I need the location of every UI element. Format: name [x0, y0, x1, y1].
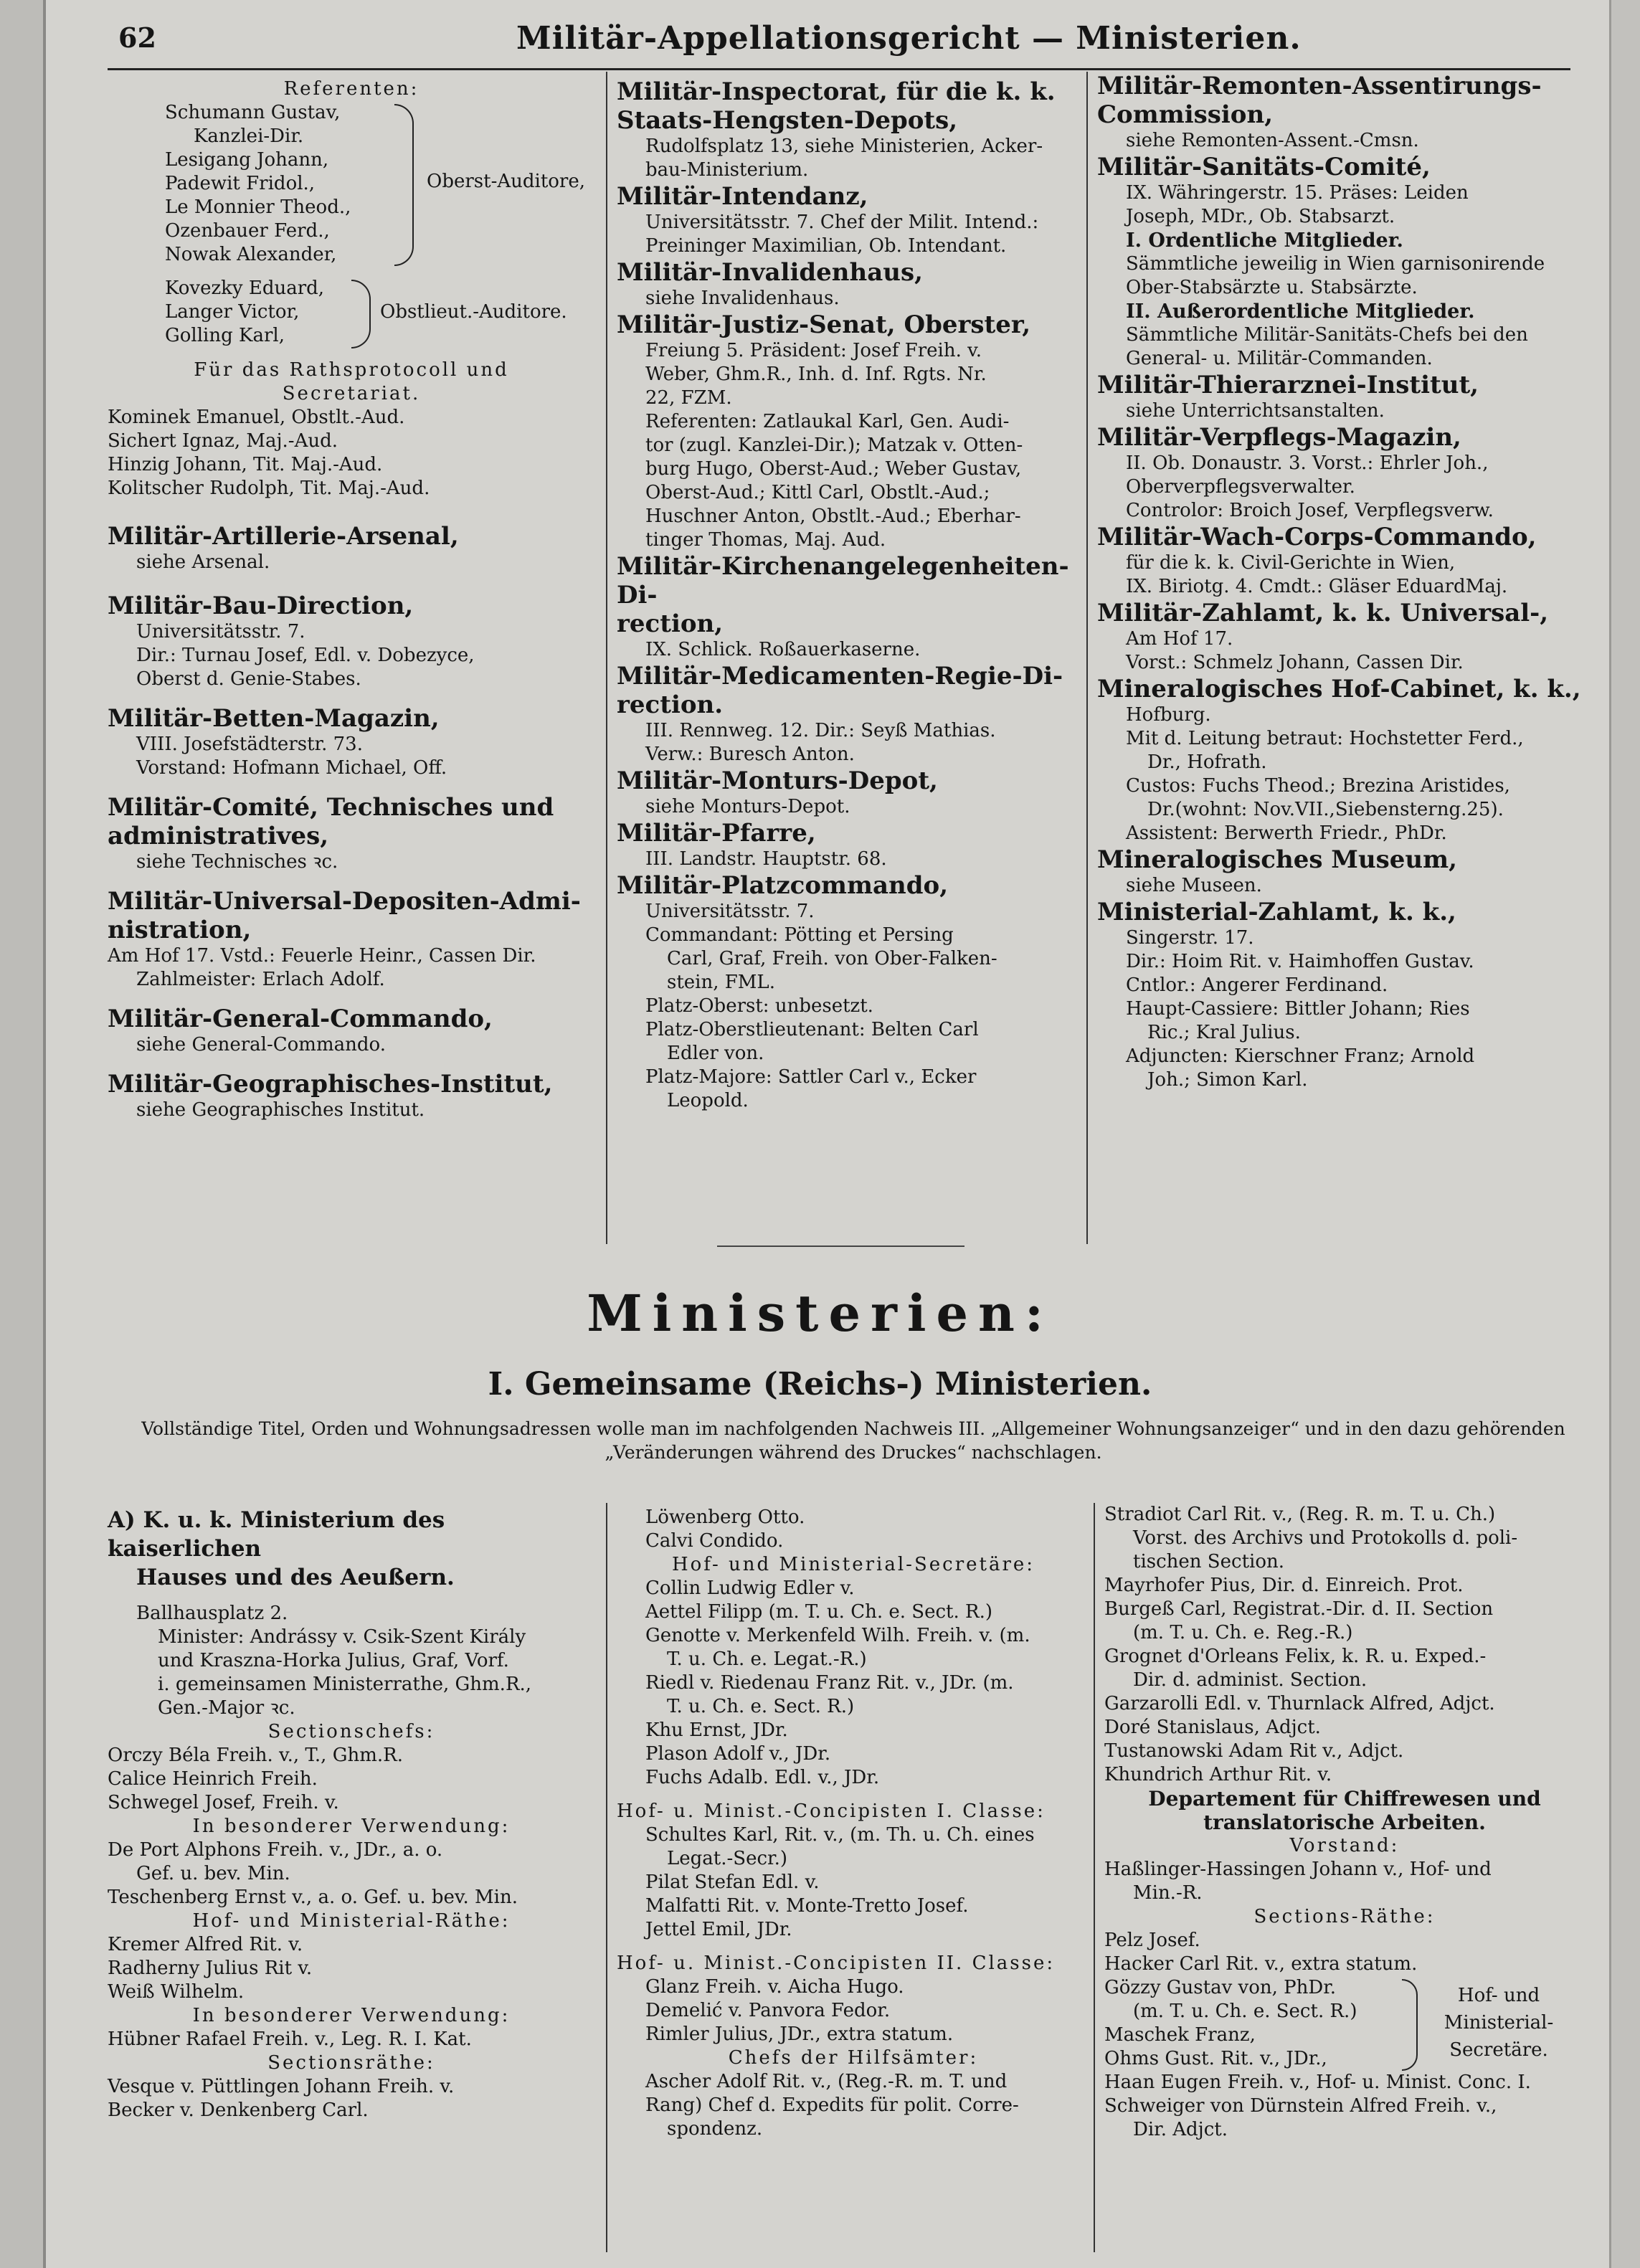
name-line: Jettel Emil, JDr. [645, 1919, 792, 1940]
entry-line: VIII. Josefstädterstr. 73. [136, 734, 363, 755]
section-subtitle: Vorstand: [1289, 1835, 1400, 1856]
entry-line: Singerstr. 17. [1126, 927, 1254, 949]
entry-heading: Ministerial-Zahlamt, k. k., [1097, 898, 1456, 926]
entry-heading: Militär-Artillerie-Arsenal, [108, 522, 459, 551]
entry-line: Adjuncten: Kierschner Franz; Arnold [1126, 1045, 1475, 1067]
name-line: Genotte v. Merkenfeld Wilh. Freih. v. (m. [645, 1625, 1030, 1646]
entry-heading: Militär-Pfarre, [617, 819, 816, 848]
name-line: Haßlinger-Hassingen Johann v., Hof- und [1104, 1859, 1492, 1880]
entry-line: Platz-Oberstlieutenant: Belten Carl [645, 1019, 979, 1040]
entry-heading: A) K. u. k. Ministerium des kaiserlichen [108, 1507, 445, 1562]
entry-heading: Hauses und des Aeußern. [136, 1565, 455, 1590]
entry-line: Sämmtliche jeweilig in Wien garnisonirende [1126, 253, 1545, 275]
name-line: (m. T. u. Ch. e. Reg.-R.) [1133, 1622, 1353, 1643]
name-line: Weiß Wilhelm. [108, 1981, 245, 2003]
section-subtitle: Sectionsräthe: [267, 2052, 435, 2074]
name-line: Hinzig Johann, Tit. Maj.-Aud. [108, 454, 383, 475]
name-line: Riedl v. Riedenau Franz Rit. v., JDr. (m. [645, 1672, 1014, 1694]
entry-subheading: I. Ordentliche Mitglieder. [1126, 229, 1403, 252]
name-line: Schwegel Josef, Freih. v. [108, 1792, 339, 1813]
entry-heading: Militär-Platzcommando, [617, 871, 949, 900]
name-line: Calvi Condido. [645, 1530, 784, 1552]
entry-heading: Militär-Intendanz, [617, 182, 868, 211]
entry-line: III. Landstr. Hauptstr. 68. [645, 848, 887, 870]
entry-line: Commandant: Pötting et Persing [645, 924, 954, 946]
header-rule [108, 68, 1570, 70]
name-line: Collin Ludwig Edler v. [645, 1577, 855, 1599]
name-line: Khundrich Arthur Rit. v. [1104, 1764, 1332, 1785]
entry-line: Ballhausplatz 2. [136, 1603, 288, 1624]
column-divider-2 [1086, 72, 1088, 1244]
brace [351, 280, 371, 348]
entry-heading: Militär-Sanitäts-Comité, [1097, 153, 1431, 181]
name-line: Calice Heinrich Freih. [108, 1768, 318, 1790]
name-line: Nowak Alexander, [165, 244, 337, 265]
entry-line: Am Hof 17. Vstd.: Feuerle Heinr., Cassen Dir. [108, 945, 536, 967]
ministry-column-2 [617, 1506, 1090, 2141]
entry-line: 22, FZM. [645, 387, 732, 409]
ministerien-note: Vollständige Titel, Orden und Wohnungsadressen wolle man im nachfolgenden Nachweis III. „Allgemeiner Wohnungsanzeiger“ und in den dazu gehörenden „Veränderungen während des Druckes“ nachschlagen. [141, 1418, 1565, 1463]
entry-line: IX. Währingerstr. 15. Präses: Leiden [1126, 182, 1469, 204]
name-line: Grognet d'Orleans Felix, k. R. u. Exped.- [1104, 1646, 1487, 1667]
column-divider-1 [606, 72, 607, 1244]
name-line: Doré Stanislaus, Adjct. [1104, 1717, 1321, 1738]
name-line: Haan Eugen Freih. v., Hof- u. Minist. Conc. I. [1104, 2072, 1531, 2093]
name-line: Kremer Alfred Rit. v. [108, 1934, 303, 1955]
name-line: Rimler Julius, JDr., extra statum. [645, 2023, 954, 2045]
column-1 [108, 77, 595, 1122]
section-subtitle: Chefs der Hilfsämter: [728, 2047, 979, 2069]
name-line: Fuchs Adalb. Edl. v., JDr. [645, 1767, 880, 1788]
entry-line: Am Hof 17. [1126, 628, 1233, 650]
entry-line: Vorst.: Schmelz Johann, Cassen Dir. [1126, 652, 1464, 673]
section-subtitle: Sectionschefs: [267, 1721, 435, 1742]
section-subtitle: Secretariat. [282, 383, 421, 404]
section-subtitle: Hof- und Ministerial-Räthe: [192, 1910, 511, 1932]
entry-heading: Mineralogisches Museum, [1097, 845, 1457, 874]
entry-heading: Militär-Thierarznei-Institut, [1097, 371, 1479, 399]
name-line: Kolitscher Rudolph, Tit. Maj.-Aud. [108, 478, 430, 499]
brace-label [1427, 1982, 1570, 2064]
entry-heading: administratives, [108, 822, 329, 850]
entry-heading: Commission, [1097, 100, 1274, 129]
entry-line: II. Ob. Donaustr. 3. Vorst.: Ehrler Joh., [1126, 452, 1489, 474]
entry-line: Vorstand: Hofmann Michael, Off. [136, 757, 447, 779]
name-line: Glanz Freih. v. Aicha Hugo. [645, 1976, 904, 1998]
entry-heading: Militär-Remonten-Assentirungs- [1097, 72, 1542, 100]
ministerien-subtitle: I. Gemeinsame (Reichs-) Ministerien. [488, 1366, 1152, 1403]
entry-heading: Militär-Bau-Direction, [108, 592, 414, 620]
entry-heading: Militär-Kirchenangelegenheiten-Di- [617, 552, 1069, 609]
entry-heading: rection. [617, 691, 724, 719]
name-line: Stradiot Carl Rit. v., (Reg. R. m. T. u. Ch.) [1104, 1504, 1496, 1525]
brace-label: Obstlieut.-Auditore. [380, 301, 567, 323]
name-line: Padewit Fridol., [165, 173, 316, 194]
entry-line: IX. Schlick. Roßauerkaserne. [645, 639, 921, 660]
ministerien-title: Ministerien: [587, 1284, 1053, 1343]
entry-heading: Militär-Comité, Technisches und [108, 793, 554, 822]
entry-heading: Militär-Zahlamt, k. k. Universal-, [1097, 599, 1549, 627]
entry-heading: Militär-Wach-Corps-Commando, [1097, 523, 1537, 551]
column-3 [1097, 72, 1581, 1092]
entry-line: Edler von. [667, 1043, 764, 1064]
entry-line: und Kraszna-Horka Julius, Graf, Vorf. [158, 1650, 509, 1671]
entry-heading: translatorische Arbeiten. [1203, 1811, 1486, 1834]
entry-line: Universitätsstr. 7. [136, 621, 305, 642]
entry-line: Controlor: Broich Josef, Verpflegsverw. [1126, 500, 1494, 521]
name-line: Ohms Gust. Rit. v., JDr., [1104, 2048, 1327, 2069]
name-line: Le Monnier Theod., [165, 196, 351, 218]
name-line: T. u. Ch. e. Legat.-R.) [667, 1648, 867, 1670]
entry-line: Hofburg. [1126, 704, 1211, 726]
brace-label: Oberst-Auditore, [427, 171, 586, 192]
entry-line: für die k. k. Civil-Gerichte in Wien, [1126, 552, 1456, 574]
name-line: Ozenbauer Ferd., [165, 220, 330, 242]
name-line: Legat.-Secr.) [667, 1848, 788, 1869]
section-subtitle: In besonderer Verwendung: [192, 1816, 511, 1837]
entry-line: siehe Arsenal. [136, 551, 270, 573]
ministry-column-3 [1104, 1503, 1585, 2142]
name-line: Dir. Adjct. [1133, 2119, 1228, 2140]
secretaries-group [1104, 1976, 1585, 2071]
entry-line: Mit d. Leitung betraut: Hochstetter Ferd., [1126, 728, 1524, 749]
entry-line: Haupt-Cassiere: Bittler Johann; Ries [1126, 998, 1470, 1020]
entry-line: i. gemeinsamen Ministerrathe, Ghm.R., [158, 1674, 532, 1695]
section-subtitle: Hof- und Ministerial-Secretäre: [671, 1554, 1035, 1575]
entry-line: tinger Thomas, Maj. Aud. [645, 529, 886, 551]
name-line: T. u. Ch. e. Sect. R.) [667, 1696, 855, 1717]
name-line: Hübner Rafael Freih. v., Leg. R. I. Kat. [108, 2029, 472, 2050]
entry-line: Preininger Maximilian, Ob. Intendant. [645, 235, 1007, 257]
name-line: Kominek Emanuel, Obstlt.-Aud. [108, 407, 405, 428]
entry-line: Joseph, MDr., Ob. Stabsarzt. [1126, 206, 1395, 227]
name-line: Orczy Béla Freih. v., T., Ghm.R. [108, 1745, 403, 1766]
name-line: Schweiger von Dürnstein Alfred Freih. v., [1104, 2095, 1497, 2117]
name-line: Gözzy Gustav von, PhDr. [1104, 1977, 1337, 1998]
name-line: Sichert Ignaz, Maj.-Aud. [108, 430, 338, 452]
entry-line: Dir.: Hoim Rit. v. Haimhoffen Gustav. [1126, 951, 1474, 972]
name-line: Pelz Josef. [1104, 1930, 1200, 1951]
name-line: Radherny Julius Rit v. [108, 1958, 313, 1979]
name-line: Kanzlei-Dir. [194, 125, 304, 147]
entry-line: Dr., Hofrath. [1147, 751, 1267, 773]
entry-heading: Mineralogisches Hof-Cabinet, k. k., [1097, 675, 1581, 703]
entry-line: Assistent: Berwerth Friedr., PhDr. [1126, 822, 1447, 844]
brace-label-line: Secretäre. [1449, 2039, 1548, 2061]
entry-line: siehe Museen. [1126, 875, 1262, 896]
entry-line: siehe Monturs-Depot. [645, 796, 850, 817]
section-subtitle: Für das Rathsprotocoll und [194, 359, 509, 381]
entry-line: siehe Invalidenhaus. [645, 288, 840, 309]
entry-line: burg Hugo, Oberst-Aud.; Weber Gustav, [645, 458, 1022, 480]
entry-line: stein, FML. [667, 972, 775, 993]
right-margin [1609, 0, 1640, 2268]
entry-line: Sämmtliche Militär-Sanitäts-Chefs bei den [1126, 324, 1528, 346]
entry-heading: rection, [617, 609, 724, 638]
entry-line: Universitätsstr. 7. Chef der Milit. Intend.: [645, 212, 1039, 233]
entry-line: Ric.; Kral Julius. [1147, 1022, 1301, 1043]
entry-line: Minister: Andrássy v. Csik-Szent Király [158, 1626, 526, 1648]
entry-line: Leopold. [667, 1090, 749, 1111]
entry-heading: Militär-Medicamenten-Regie-Di- [617, 662, 1063, 691]
name-line: Khu Ernst, JDr. [645, 1719, 788, 1741]
entry-line: tor (zugl. Kanzlei-Dir.); Matzak v. Otten- [645, 435, 1023, 456]
entry-line: Rudolfsplatz 13, siehe Ministerien, Acker- [645, 136, 1043, 157]
name-line: Demelić v. Panvora Fedor. [645, 2000, 891, 2021]
name-line: Min.-R. [1133, 1882, 1203, 1904]
entry-line: siehe Geographisches Institut. [136, 1099, 425, 1121]
name-line: Schumann Gustav, [165, 102, 341, 123]
entry-heading: Militär-Justiz-Senat, Oberster, [617, 310, 1031, 339]
name-line: Lesigang Johann, [165, 149, 329, 171]
entry-line: Platz-Majore: Sattler Carl v., Ecker [645, 1066, 977, 1088]
name-line: Kovezky Eduard, [165, 277, 325, 299]
entry-heading: Militär-Geographisches-Institut, [108, 1070, 553, 1099]
entry-heading: nistration, [108, 916, 252, 944]
name-line: Malfatti Rit. v. Monte-Tretto Josef. [645, 1895, 969, 1917]
entry-heading: Staats-Hengsten-Depots, [617, 106, 958, 135]
entry-line: siehe Remonten-Assent.-Cmsn. [1126, 130, 1419, 151]
name-line: Löwenberg Otto. [645, 1507, 805, 1528]
column-2 [617, 77, 1083, 1113]
column-divider-3 [606, 1503, 607, 2252]
entry-heading: Militär-Invalidenhaus, [617, 258, 923, 287]
name-line: Vorst. des Archivs und Protokolls d. poli- [1133, 1527, 1518, 1549]
entry-heading: Militär-General-Commando, [108, 1005, 493, 1033]
entry-line: bau-Ministerium. [645, 159, 809, 181]
name-line: Teschenberg Ernst v., a. o. Gef. u. bev. Min. [108, 1887, 518, 1908]
section-subtitle: Hof- u. Minist.-Concipisten I. Classe: [617, 1800, 1046, 1822]
name-line: tischen Section. [1133, 1551, 1284, 1572]
name-line: De Port Alphons Freih. v., JDr., a. o. [108, 1839, 443, 1861]
section-divider [717, 1245, 964, 1247]
entry-line: Platz-Oberst: unbesetzt. [645, 995, 873, 1017]
entry-line: Gen.-Major ꝛc. [158, 1697, 295, 1719]
name-line: Maschek Franz, [1104, 2024, 1256, 2046]
brace-label-line: Ministerial- [1444, 2012, 1554, 2034]
referenten-title: Referenten: [283, 78, 420, 100]
ministry-column-1 [108, 1506, 595, 2122]
entry-heading: Militär-Universal-Depositen-Admi- [108, 887, 581, 916]
entry-subheading: II. Außerordentliche Mitglieder. [1126, 300, 1475, 323]
entry-line: General- u. Militär-Commanden. [1126, 348, 1433, 369]
name-line: Gef. u. bev. Min. [136, 1863, 290, 1884]
brace [394, 104, 414, 266]
entry-line: III. Rennweg. 12. Dir.: Seyß Mathias. [645, 720, 996, 741]
name-line: Burgeß Carl, Registrat.-Dir. d. II. Section [1104, 1598, 1494, 1620]
name-line: Hacker Carl Rit. v., extra statum. [1104, 1953, 1418, 1975]
brace [1402, 1979, 1418, 2071]
left-margin [0, 0, 46, 2268]
name-line: Ascher Adolf Rit. v., (Reg.-R. m. T. und [645, 2071, 1008, 2092]
name-line: Plason Adolf v., JDr. [645, 1743, 831, 1765]
name-line: Becker v. Denkenberg Carl. [108, 2099, 369, 2121]
entry-line: siehe General-Commando. [136, 1034, 386, 1055]
entry-line: Verw.: Buresch Anton. [645, 744, 855, 765]
entry-line: Custos: Fuchs Theod.; Brezina Aristides, [1126, 775, 1510, 797]
brace-label-line: Hof- und [1457, 1985, 1540, 2006]
name-line: spondenz. [667, 2118, 763, 2140]
entry-heading: Departement für Chiffrewesen und [1148, 1787, 1541, 1811]
entry-line: Oberverpflegsverwalter. [1126, 476, 1355, 498]
entry-heading: Militär-Betten-Magazin, [108, 704, 440, 733]
name-line: Dir. d. administ. Section. [1133, 1669, 1368, 1691]
entry-heading: Militär-Inspectorat, für die k. k. [617, 77, 1056, 106]
entry-line: siehe Technisches ꝛc. [136, 851, 338, 873]
entry-line: IX. Biriotg. 4. Cmdt.: Gläser EduardMaj. [1126, 576, 1508, 597]
name-line: Pilat Stefan Edl. v. [645, 1871, 820, 1893]
name-line: (m. T. u. Ch. e. Sect. R.) [1133, 2001, 1357, 2022]
obstlt-auditore-group [108, 277, 595, 348]
section-subtitle: In besonderer Verwendung: [192, 2005, 511, 2026]
entry-heading: Militär-Monturs-Depot, [617, 767, 938, 795]
entry-line: Weber, Ghm.R., Inh. d. Inf. Rgts. Nr. [645, 364, 987, 385]
entry-heading: Militär-Verpflegs-Magazin, [1097, 423, 1461, 452]
entry-line: Oberst-Aud.; Kittl Carl, Obstlt.-Aud.; [645, 482, 990, 503]
name-line: Garzarolli Edl. v. Thurnlack Alfred, Adjct. [1104, 1693, 1495, 1714]
entry-line: Dir.: Turnau Josef, Edl. v. Dobezyce, [136, 645, 475, 666]
entry-line: Dr.(wohnt: Nov.VII.,Siebensterng.25). [1147, 799, 1504, 820]
entry-line: Zahlmeister: Erlach Adolf. [136, 969, 385, 990]
name-line: Mayrhofer Pius, Dir. d. Einreich. Prot. [1104, 1575, 1464, 1596]
entry-line: Oberst d. Genie-Stabes. [136, 668, 361, 690]
section-subtitle: Hof- u. Minist.-Concipisten II. Classe: [617, 1953, 1056, 1974]
running-header: Militär-Appellationsgericht — Ministerien. [516, 20, 1302, 57]
entry-line: Ober-Stabsärzte u. Stabsärzte. [1126, 277, 1418, 298]
entry-line: Universitätsstr. 7. [645, 901, 815, 922]
name-line: Schultes Karl, Rit. v., (m. Th. u. Ch. eines [645, 1824, 1035, 1846]
oberst-auditore-group [108, 101, 595, 267]
name-line: Golling Karl, [165, 325, 285, 346]
entry-line: Referenten: Zatlaukal Karl, Gen. Audi- [645, 411, 1010, 432]
name-line: Tustanowski Adam Rit v., Adjct. [1104, 1740, 1404, 1762]
name-line: Langer Victor, [165, 301, 300, 323]
column-divider-4 [1094, 1503, 1095, 2252]
name-line: Rang) Chef d. Expedits für polit. Corre- [645, 2094, 1019, 2116]
entry-line: Carl, Graf, Freih. von Ober-Falken- [667, 948, 997, 969]
entry-line: Freiung 5. Präsident: Josef Freih. v. [645, 340, 982, 361]
section-subtitle: Sections-Räthe: [1253, 1906, 1436, 1927]
entry-line: siehe Unterrichtsanstalten. [1126, 400, 1385, 422]
entry-line: Joh.; Simon Karl. [1147, 1069, 1308, 1091]
page-number: 62 [118, 22, 156, 54]
entry-line: Cntlor.: Angerer Ferdinand. [1126, 974, 1388, 996]
name-line: Vesque v. Püttlingen Johann Freih. v. [108, 2076, 455, 2097]
name-line: Aettel Filipp (m. T. u. Ch. e. Sect. R.) [645, 1601, 993, 1623]
entry-line: Huschner Anton, Obstlt.-Aud.; Eberhar- [645, 506, 1021, 527]
